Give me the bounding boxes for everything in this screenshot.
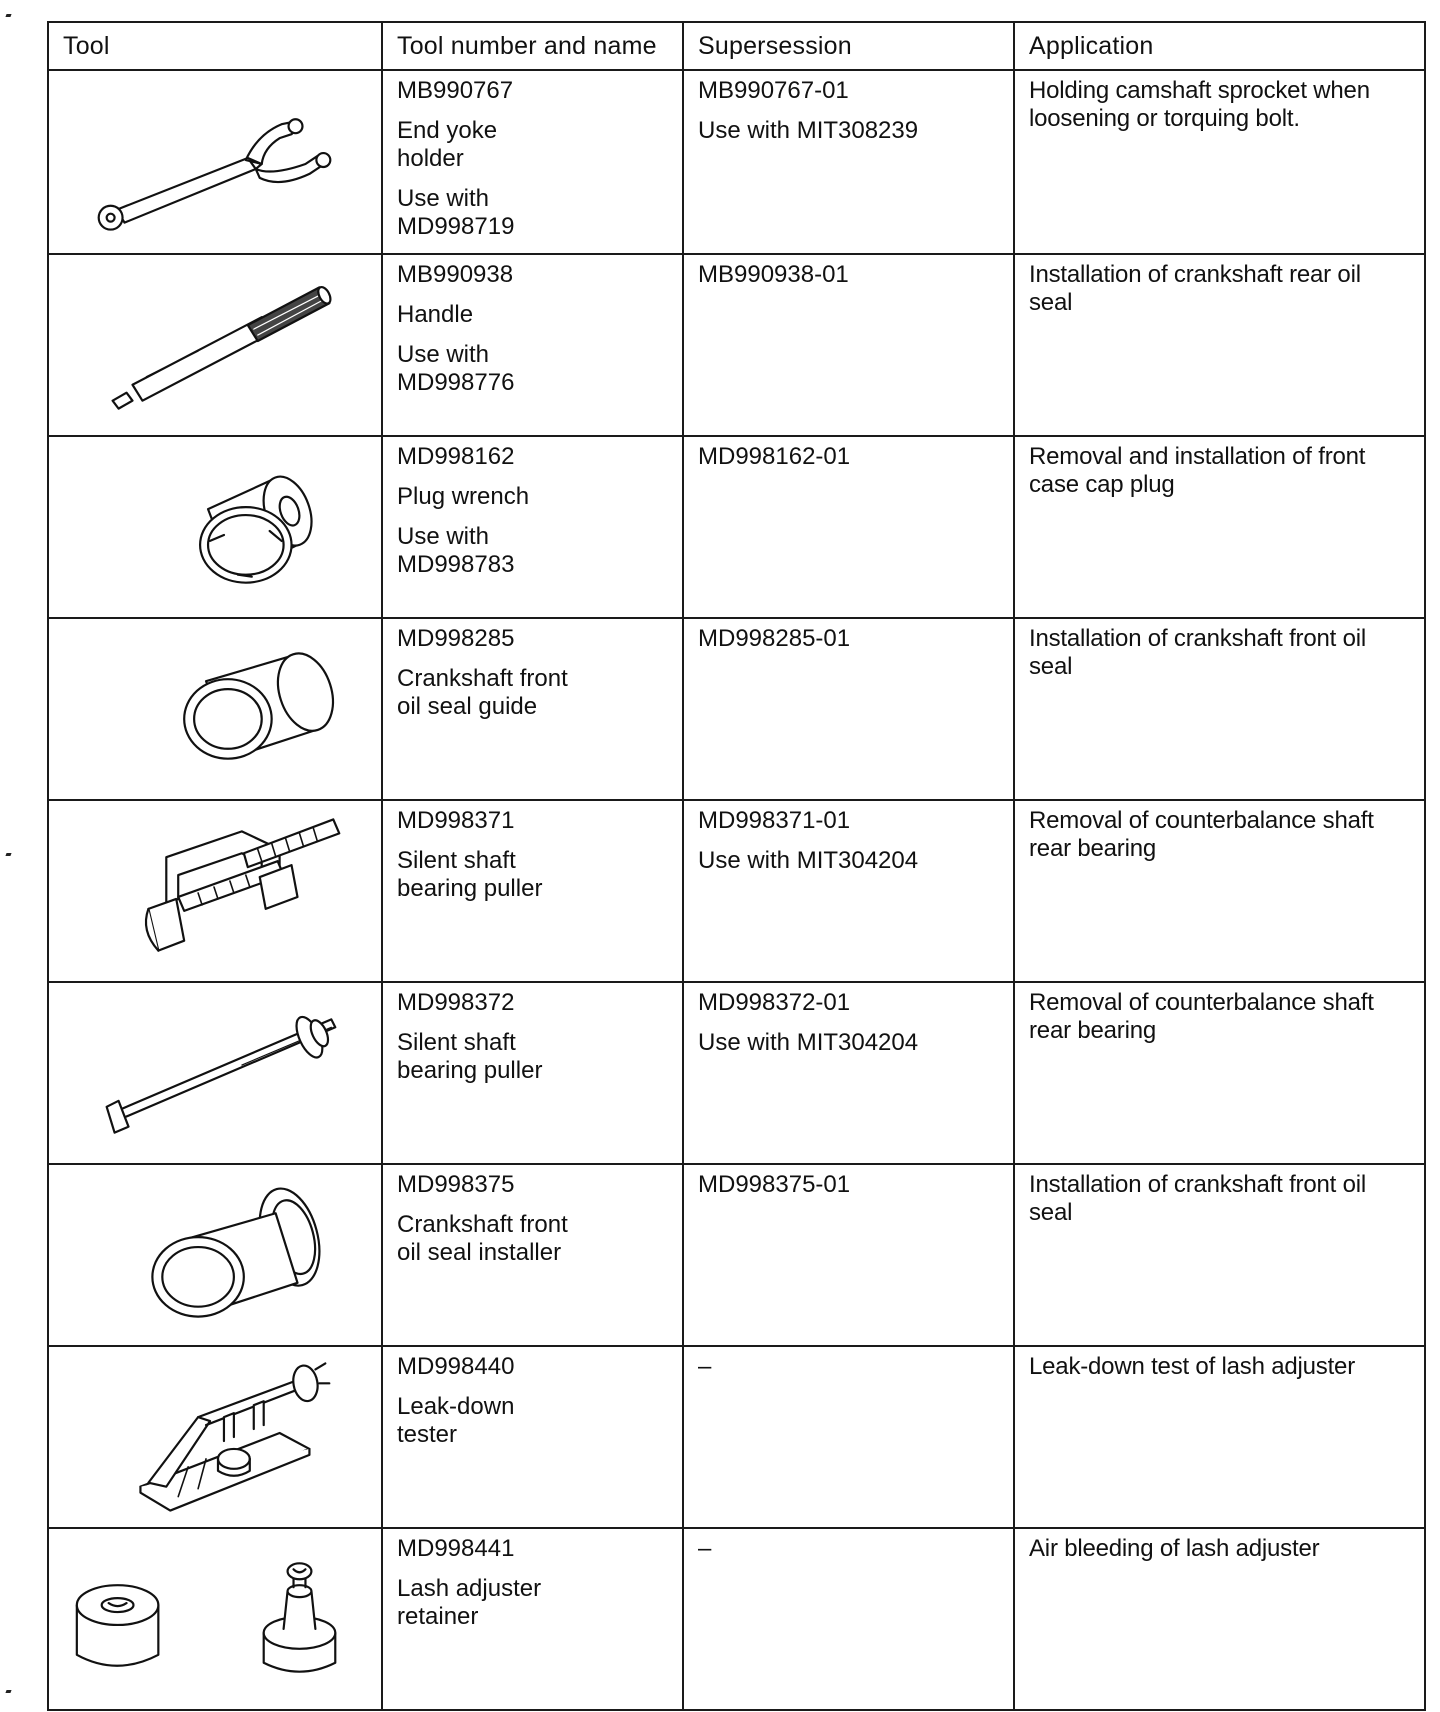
table-row (48, 1164, 1425, 1346)
application-text: Removal and installation of front case cap plug (1029, 443, 1366, 498)
table-row (48, 1528, 1425, 1710)
tool-number-cell (382, 1528, 683, 1710)
tool-number: MD998375 (397, 1171, 515, 1198)
table-row (48, 618, 1425, 800)
tool-number: MB990938 (397, 261, 514, 288)
tool-image-cell (48, 1528, 382, 1710)
supersession-number: MD998162-01 (698, 443, 851, 470)
tool-number-cell (382, 436, 683, 618)
plug-wrench-icon (49, 437, 381, 617)
tool-image-cell (48, 436, 382, 618)
header-row (48, 22, 1425, 70)
application-text: Installation of crankshaft rear oil seal (1029, 261, 1361, 316)
tool-number: MD998440 (397, 1353, 515, 1380)
tool-number: MD998162 (397, 443, 515, 470)
supersession-cell (683, 982, 1014, 1164)
tool-number-cell (382, 800, 683, 982)
application-cell (1014, 70, 1425, 254)
application-cell (1014, 982, 1425, 1164)
handle-icon (49, 255, 381, 435)
table-row (48, 982, 1425, 1164)
table-row (48, 1346, 1425, 1528)
application-text: Removal of counterbalance shaft rear bearing (1029, 989, 1374, 1044)
supersession-note: Use with MIT304204 (698, 1029, 919, 1056)
tool-name: Silent shaft bearing puller (397, 847, 543, 902)
tool-number-cell (382, 618, 683, 800)
supersession-cell (683, 254, 1014, 436)
tool-image-cell (48, 800, 382, 982)
tool-name: Crankshaft front oil seal installer (397, 1211, 568, 1266)
supersession-cell (683, 1528, 1014, 1710)
tool-name: Leak-down tester (397, 1393, 515, 1448)
tool-number: MB990767 (397, 77, 514, 104)
tool-image-cell (48, 70, 382, 254)
supersession-cell (683, 618, 1014, 800)
tool-number: MD998372 (397, 989, 515, 1016)
tool-use-with: Use with MD998783 (397, 523, 515, 578)
tool-number-cell (382, 70, 683, 254)
tool-image-cell (48, 1346, 382, 1528)
tool-name: Crankshaft front oil seal guide (397, 665, 568, 720)
table-row (48, 254, 1425, 436)
supersession-cell (683, 800, 1014, 982)
tool-name: Silent shaft bearing puller (397, 1029, 543, 1084)
supersession-number: MD998372-01 (698, 989, 851, 1016)
tool-number-cell (382, 254, 683, 436)
supersession-number: – (698, 1535, 712, 1562)
table-row (48, 436, 1425, 618)
bearing-puller-clamp-icon (49, 801, 381, 981)
supersession-number: MD998375-01 (698, 1171, 851, 1198)
application-cell (1014, 1528, 1425, 1710)
tool-number: MD998285 (397, 625, 515, 652)
header-tool-number-and-name: Tool number and name (382, 22, 683, 70)
tool-image-cell (48, 1164, 382, 1346)
tool-name: End yoke holder (397, 117, 498, 172)
leak-down-tester-icon (49, 1347, 381, 1527)
registration-mark (5, 853, 11, 856)
registration-mark (5, 1690, 11, 1693)
tool-image-cell (48, 254, 382, 436)
supersession-cell (683, 1346, 1014, 1528)
header-application: Application (1014, 22, 1425, 70)
oil-seal-guide-icon (49, 619, 381, 799)
header-tool: Tool (48, 22, 382, 70)
tool-number-cell (382, 982, 683, 1164)
tool-image-cell (48, 618, 382, 800)
supersession-number: – (698, 1353, 712, 1380)
table-row (48, 70, 1425, 254)
supersession-cell (683, 436, 1014, 618)
tool-use-with: Use with MD998776 (397, 341, 515, 396)
tool-number-cell (382, 1346, 683, 1528)
application-text: Holding camshaft sprocket when loosening or torquing bolt. (1029, 77, 1370, 132)
bearing-puller-rod-icon (49, 983, 381, 1163)
application-text: Leak-down test of lash adjuster (1029, 1353, 1355, 1380)
tool-image-cell (48, 982, 382, 1164)
application-cell (1014, 800, 1425, 982)
special-tools-table (47, 21, 1426, 1711)
header-supersession: Supersession (683, 22, 1014, 70)
tool-name: Handle (397, 301, 474, 328)
registration-mark (5, 14, 11, 17)
supersession-number: MB990938-01 (698, 261, 849, 288)
end-yoke-holder-icon (49, 71, 381, 253)
application-text: Installation of crankshaft front oil seal (1029, 1171, 1366, 1226)
application-cell (1014, 618, 1425, 800)
application-cell (1014, 1164, 1425, 1346)
application-text: Removal of counterbalance shaft rear bearing (1029, 807, 1374, 862)
application-cell (1014, 436, 1425, 618)
supersession-number: MD998371-01 (698, 807, 851, 834)
tool-number: MD998441 (397, 1535, 515, 1562)
supersession-cell (683, 1164, 1014, 1346)
supersession-note: Use with MIT304204 (698, 847, 919, 874)
application-text: Air bleeding of lash adjuster (1029, 1535, 1320, 1562)
application-text: Installation of crankshaft front oil seal (1029, 625, 1366, 680)
application-cell (1014, 254, 1425, 436)
table-row (48, 800, 1425, 982)
supersession-number: MD998285-01 (698, 625, 851, 652)
tool-number-cell (382, 1164, 683, 1346)
application-cell (1014, 1346, 1425, 1528)
supersession-number: MB990767-01 (698, 77, 849, 104)
tool-number: MD998371 (397, 807, 515, 834)
lash-adjuster-retainer-icon (49, 1529, 381, 1709)
tool-name: Lash adjuster retainer (397, 1575, 542, 1630)
supersession-note: Use with MIT308239 (698, 117, 919, 144)
tool-name: Plug wrench (397, 483, 530, 510)
tool-use-with: Use with MD998719 (397, 185, 515, 240)
oil-seal-installer-icon (49, 1165, 381, 1345)
supersession-cell (683, 70, 1014, 254)
